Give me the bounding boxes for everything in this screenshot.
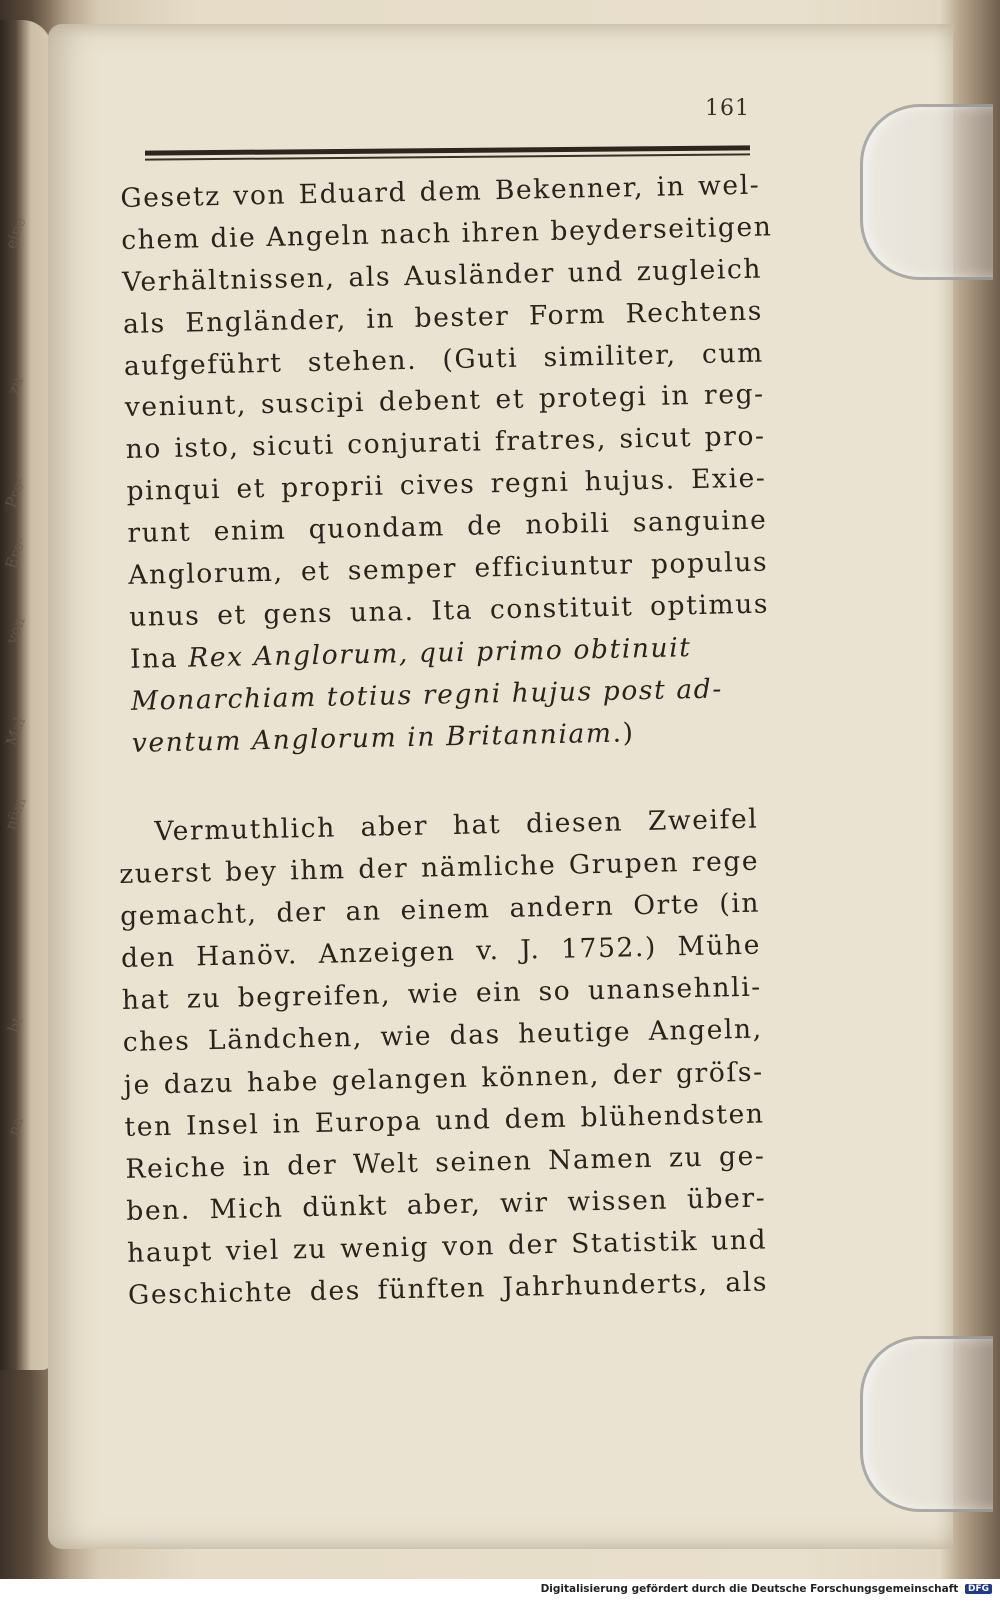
text-line: gemacht, der an einem andern Orte (in: [119, 887, 761, 933]
left-page-edge: [0, 20, 52, 1370]
text-line: chem die Angeln nach ihren beyderseitigen: [120, 211, 773, 256]
page-holder-clip-bottom: [860, 1336, 993, 1512]
paragraph-vermuthlich: [118, 799, 768, 1317]
bleed-text: bt: [4, 1014, 27, 1036]
text-line: zuerst bey ihm der nämliche Grupen rege: [118, 845, 760, 891]
text-line: aufgeführt stehen. (Guti similiter, cum: [123, 337, 765, 382]
text-line: Verhältnissen, als Ausländer und zugleich: [121, 253, 763, 298]
roman-text: Ina: [129, 642, 189, 675]
roman-text: .): [612, 716, 635, 749]
bleed-text: eine: [1, 214, 30, 252]
bleed-text: na: [3, 1114, 28, 1139]
text-line: je dazu habe gelangen können, der gröſs-: [123, 1056, 764, 1101]
text-line: hat zu begreifen, wie ein so unansehnli-: [121, 971, 763, 1017]
bleed-text: Mal: [2, 714, 29, 749]
text-line: Anglorum, et semper efficiuntur populus: [128, 546, 769, 591]
bleed-text: nüm: [1, 794, 30, 833]
bleed-text: zu: [4, 374, 28, 398]
text-line: runt enim quondam de nobili sanguine: [127, 504, 768, 550]
italic-text: Rex Anglorum, qui primo obtinuit: [187, 631, 692, 674]
bleed-text: Pro-: [1, 474, 30, 511]
bleed-text: von: [2, 614, 29, 647]
text-line: haupt viel zu wenig von der Statistik und: [126, 1224, 768, 1269]
text-line: veniunt, suscipi debent et protegi in reg-: [124, 379, 766, 424]
footer-credit-text: Digitalisierung gefördert durch die Deutsche Forschungsgemeinschaft: [540, 1583, 959, 1595]
text-line: als Engländer, in bester Form Rechtens: [122, 295, 764, 340]
text-line: no isto, sicuti conjurati fratres, sicut pro-: [125, 420, 766, 466]
footer-credit: [541, 1583, 992, 1595]
text-line: Gesetz von Eduard dem Bekenner, in wel-: [120, 169, 761, 214]
paragraph-continued: [120, 165, 772, 765]
text-line: ches Ländchen, wie das heutige Angeln,: [122, 1014, 764, 1059]
italic-text-line: Monarchiam totius regni hujus post ad-: [130, 673, 724, 717]
text-line: ben. Mich dünkt aber, wir wissen über-: [126, 1182, 767, 1227]
text-line: ten Insel in Europa und dem blühendsten: [124, 1098, 765, 1143]
text-line: Reiche in der Welt seinen Namen zu ge-: [125, 1140, 766, 1185]
dfg-logo: DFG: [965, 1584, 992, 1594]
page-number: 161: [705, 96, 750, 121]
bleed-text: Ero-: [1, 534, 30, 572]
text-line: Vermuthlich aber hat diesen Zweifel: [154, 803, 759, 848]
text-line: pinqui et proprii cives regni hujus. Exie-: [126, 462, 767, 508]
text-line: Geschichte des fünften Jahrhunderts, als: [127, 1266, 769, 1311]
italic-text: ventum Anglorum in Britanniam: [131, 717, 613, 759]
text-line: den Hanöv. Anzeigen v. J. 1752.) Mühe: [120, 929, 762, 975]
text-line: unus et gens una. Ita constituit optimus: [128, 588, 770, 633]
page-holder-clip-top: [860, 104, 993, 280]
